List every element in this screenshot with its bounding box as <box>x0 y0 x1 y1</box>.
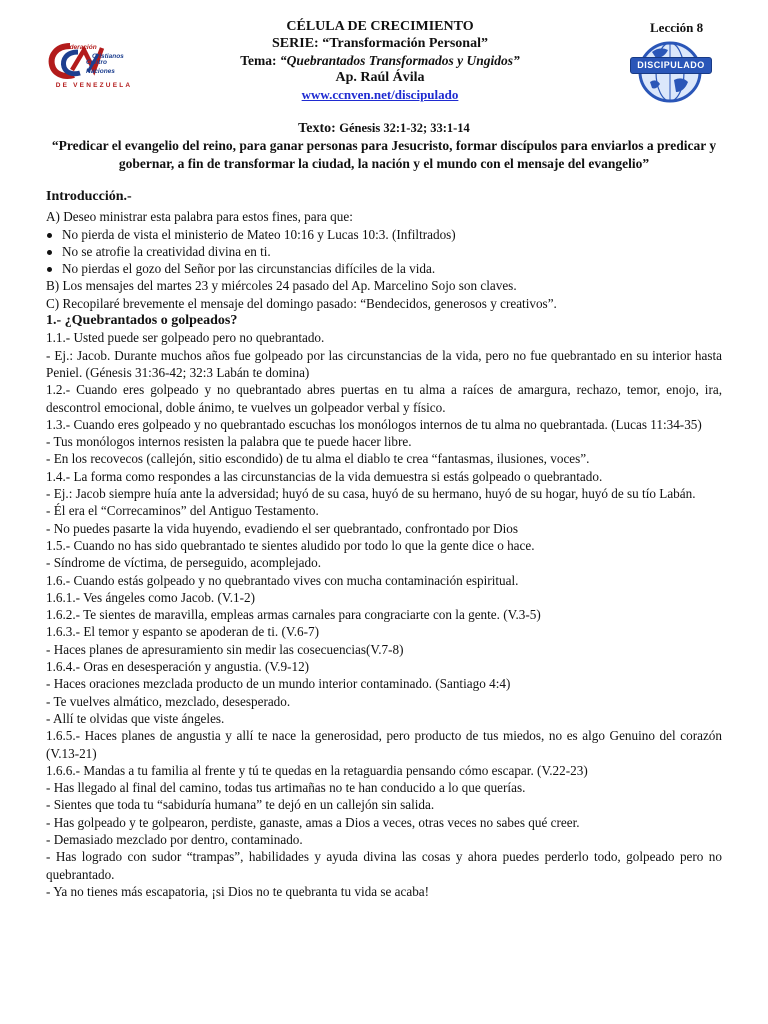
section1-line: 1.5.- Cuando no has sido quebrantado te sientes aludido por todo lo que la gente dice o hace. <box>46 537 535 553</box>
section1-line: 1.4.- La forma como respondes a las circunstancias de la vida demuestra si estás golpeado o quebrantado. <box>46 468 603 484</box>
section1-line: 1.6.4.- Oras en desesperación y angustia. (V.9-12) <box>46 659 310 675</box>
section1-line: - Has logrado con sudor “trampas”, habilidades y ayuda divina las cosas y ahora puedes perderlo todo, golpeado pero no quebrantado. <box>46 849 722 882</box>
section1-line: - Ya no tienes más escapatoria, ¡si Dios no te quebranta tu vida se acaba! <box>46 883 430 899</box>
section1-line: - Has golpeado y te golpearon, perdiste, ganaste, amas a Dios a veces, otras veces no sabes qué creer. <box>46 814 580 830</box>
intro-bullet: No pierda de vista el ministerio de Mateo 10:16 y Lucas 10:3. (Infiltrados) <box>46 226 722 243</box>
document-header <box>180 18 580 103</box>
discipulado-banner: DISCIPULADO <box>630 57 712 74</box>
section1-line: - Sientes que toda tu “sabiduría humana” te dejó en un callejón sin salida. <box>46 797 435 813</box>
section1-line: - Allí te olvidas que viste ángeles. <box>46 710 225 726</box>
section1-line: - Haces oraciones mezclada producto de un mundo interior contaminado. (Santiago 4:4) <box>46 676 511 692</box>
section1-heading: 1.- ¿Quebrantados o golpeados? <box>46 313 238 329</box>
header-title: CÉLULA DE CRECIMIENTO <box>286 19 474 34</box>
intro-point-b: B) Los mensajes del martes 23 y miércoles 24 pasado del Ap. Marcelino Sojo son claves. <box>46 278 517 294</box>
federation-logo <box>48 40 138 90</box>
texto-ref: Génesis 32:1-32; 33:1-14 <box>339 121 470 135</box>
intro-heading: Introducción.- <box>46 189 132 204</box>
header-serie: SERIE: “Transformación Personal” <box>272 36 488 51</box>
tema-label: Tema: <box>240 53 277 68</box>
header-url-link[interactable]: www.ccnven.net/discipulado <box>301 87 459 102</box>
section1-line: 1.6.1.- Ves ángeles como Jacob. (V.1-2) <box>46 589 256 605</box>
intro-bullet: No pierdas el gozo del Señor por las circunstancias difíciles de la vida. <box>46 260 722 277</box>
section1-line: - Has llegado al final del camino, todas tus artimañas no te han conducido a lo que querías. <box>46 780 526 796</box>
lesson-content <box>46 188 722 900</box>
discipulado-logo <box>630 40 710 104</box>
section1-line: 1.2.- Cuando eres golpeado y no quebrantado abres puertas en tu alma a raíces de amargura, rechazo, temor, enojo, ira, descontrol emocional, doble ánimo, te vuelves un golpeador verbal y físico. <box>46 382 722 415</box>
section1-line: 1.6.2.- Te sientes de maravilla, empleas armas carnales para congraciarte con la gente. (V.3-5) <box>46 607 541 623</box>
section1-line: - No puedes pasarte la vida huyendo, evadiendo el ser quebrantado, confrontado por Dios <box>46 520 519 536</box>
section1-line: - Ej.: Jacob. Durante muchos años fue golpeado por las circunstancias de la vida, pero no fue quebrantado en su interior hasta Peniel. (Génesis 31:36-42; 32:3 Labán te domina) <box>46 347 722 380</box>
section1-line: 1.6.6.- Mandas a tu familia al frente y tú te quedas en la retaguardia pensando cómo escapar. (V.22-23) <box>46 762 588 778</box>
logo-country: DE VENEZUELA <box>55 82 133 89</box>
section1-line: 1.6.3.- El temor y espanto se apoderan de ti. (V.6-7) <box>46 624 319 640</box>
section1-line: 1.6.- Cuando estás golpeado y no quebrantado vives con mucha contaminación espiritual. <box>46 572 519 588</box>
intro-point-c: C) Recopilaré brevemente el mensaje del domingo pasado: “Bendecidos, generosos y creativos”. <box>46 295 557 311</box>
section1-line: - Demasiado mezclado por dentro, contaminado. <box>46 831 303 847</box>
lesson-number: Lección 8 <box>650 20 704 35</box>
scripture-reference <box>0 121 768 137</box>
intro-point-a: A) Deseo ministrar esta palabra para estos fines, para que: <box>46 209 353 225</box>
mission-quote: “Predicar el evangelio del reino, para ganar personas para Jesucristo, formar discípulos para enviarlos a predicar y gobernar, a fin de transformar la ciudad, la nación y el mundo con el mensaje del evangelio” <box>51 138 717 171</box>
section1-line: - En los recovecos (callejón, sitio escondido) de tu alma el diablo te crea “fantasmas, ilusiones, voces”. <box>46 451 590 467</box>
section1-line: 1.3.- Cuando eres golpeado y no quebrantado escuchas los monólogos internos de tu alma no quebrantada. (Lucas 11:34-35) <box>46 416 702 432</box>
section1-line: - Haces planes de apresuramiento sin medir las cosecuencias(V.7-8) <box>46 641 404 657</box>
texto-label: Texto: <box>298 121 336 136</box>
intro-bullet: No se atrofie la creatividad divina en ti. <box>46 243 722 260</box>
section1-line: - Él era el “Correcaminos” del Antiguo Testamento. <box>46 503 319 519</box>
tema-value: “Quebrantados Transformados y Ungidos” <box>279 53 520 68</box>
logo-line-cristianos: Cristianos <box>92 53 124 60</box>
section1-line: 1.1.- Usted puede ser golpeado pero no quebrantado. <box>46 330 325 346</box>
logo-line-naciones: Naciones <box>86 68 115 75</box>
section1-line: - Síndrome de víctima, de perseguido, acomplejado. <box>46 555 322 571</box>
section1-line: - Tus monólogos internos resisten la palabra que te puede hacer libre. <box>46 434 412 450</box>
header-tema <box>180 52 580 69</box>
header-author: Ap. Raúl Ávila <box>335 70 425 85</box>
section1-line: 1.6.5.- Haces planes de angustia y allí te nace la generosidad, pero producto de tus miedos, no es algo Genuino del corazón (V.13-21) <box>46 728 722 761</box>
section1-line: - Ej.: Jacob siempre huía ante la adversidad; huyó de su casa, huyó de su hermano, huyó de su hogar, huyó de su tío Labán. <box>46 486 696 502</box>
section1-line: - Te vuelves almático, mezclado, desesperado. <box>46 693 291 709</box>
logo-line-centro: Centro <box>86 59 107 66</box>
logo-line-federacion: Federación <box>62 44 97 51</box>
